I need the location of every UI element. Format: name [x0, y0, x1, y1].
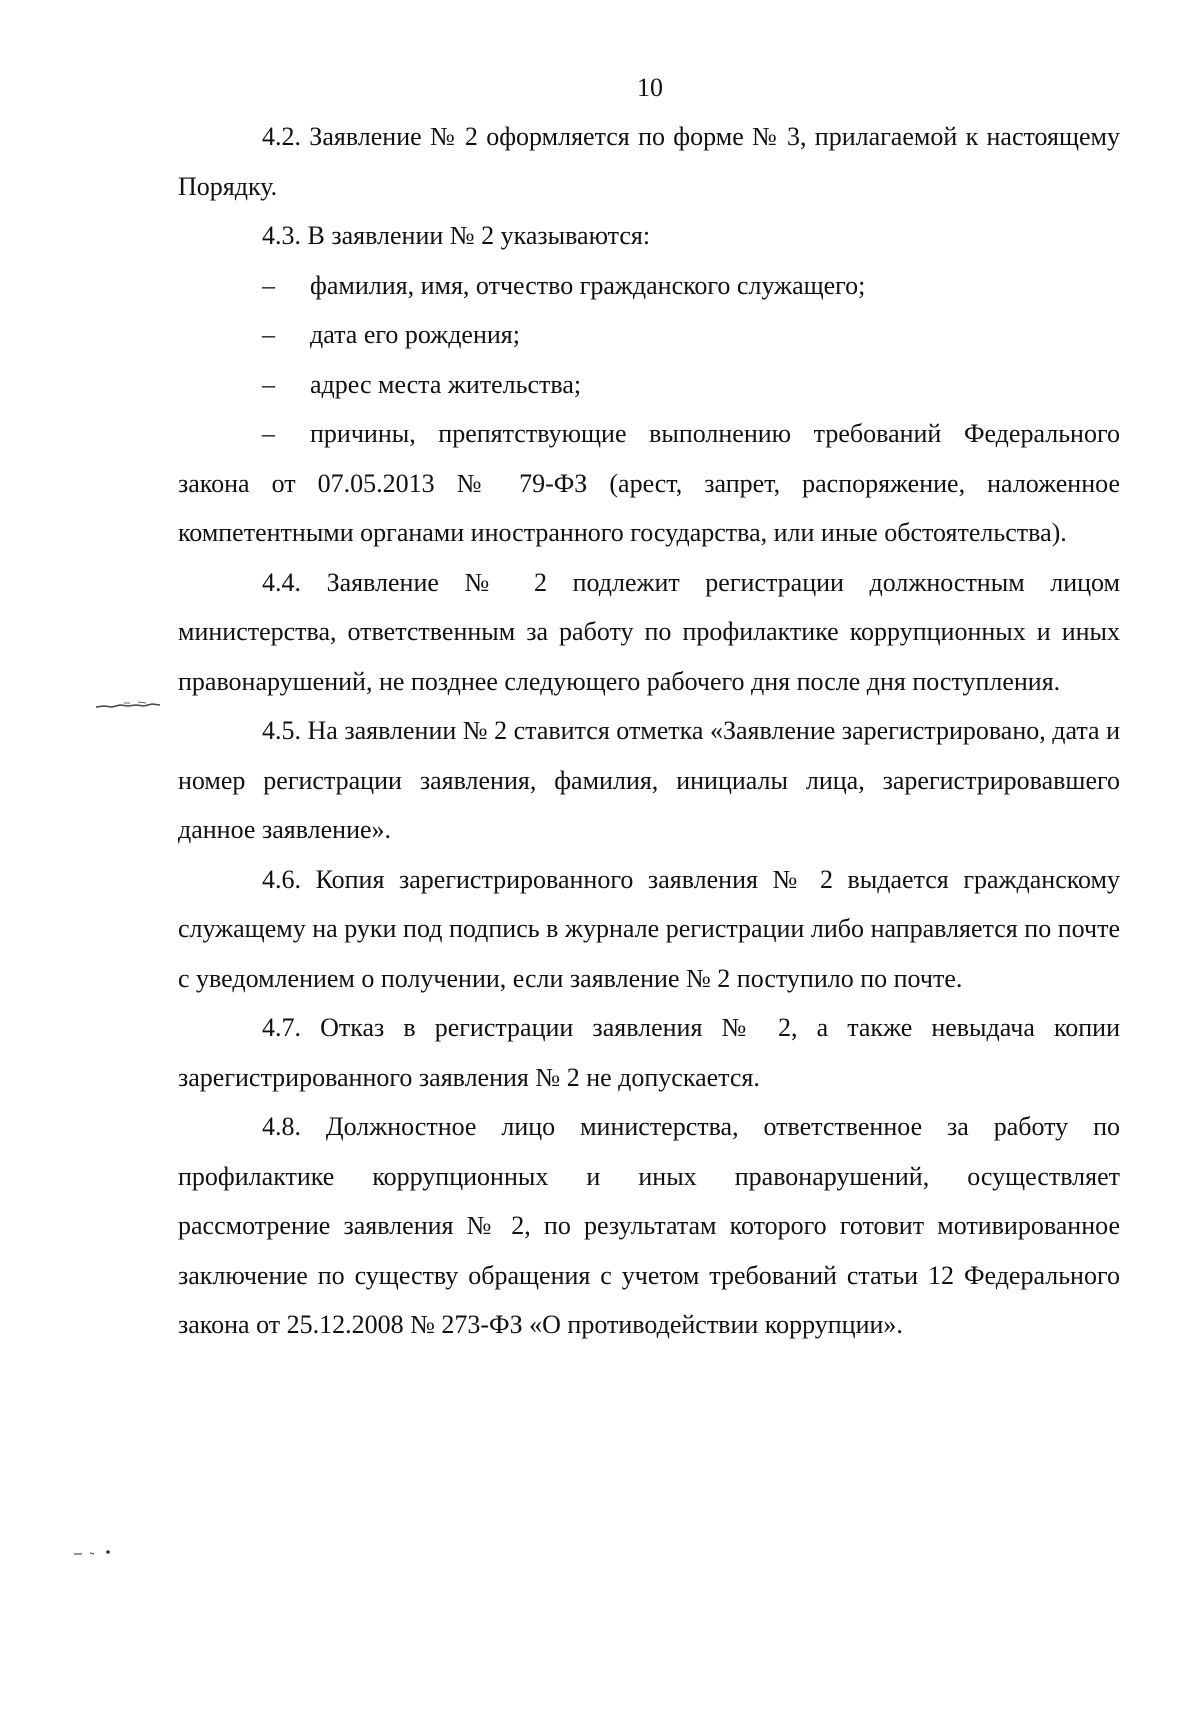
- list-item: [178, 261, 1120, 311]
- list-item-text: причины, препятствующие выполнению требований Федерального закона от 07.05.2013 № 79-ФЗ (арест, запрет, распоряжение, наложенное компетентными органами иностранного государства, или иные обстоятельства).: [178, 419, 1120, 547]
- list-dash: –: [262, 419, 275, 448]
- page-number: 10: [637, 73, 663, 102]
- list-dash: –: [262, 270, 275, 300]
- paragraph-4-7: 4.7. Отказ в регистрации заявления № 2, а также невыдача копии зарегистрированного заявления № 2 не допускается.: [178, 1013, 1120, 1092]
- scan-margin-mark: [94, 700, 164, 710]
- list-dash: –: [262, 369, 275, 399]
- paragraph-4-3: 4.3. В заявлении № 2 указываются:: [262, 221, 651, 250]
- paragraph-4-6: 4.6. Копия зарегистрированного заявления № 2 выдается гражданскому служащему на руки под подпись в журнале регистрации либо направляется по почте с уведомлением о получении, если заявление № 2 поступило по почте.: [178, 864, 1120, 993]
- paragraph-4-4: 4.4. Заявление № 2 подлежит регистрации должностным лицом министерства, ответственным за работу по профилактике коррупционных и иных правонарушений, не позднее следующего рабочего дня после дня поступления.: [178, 567, 1120, 696]
- scan-speck: [72, 1548, 116, 1558]
- list-item: [178, 310, 1120, 360]
- list-item-text: фамилия, имя, отчество гражданского служащего;: [310, 270, 866, 300]
- list-item-text: дата его рождения;: [310, 320, 520, 349]
- list-item: [178, 409, 1120, 558]
- paragraph-4-2: 4.2. Заявление № 2 оформляется по форме № 3, прилагаемой к настоящему Порядку.: [178, 122, 1120, 201]
- list-dash: –: [262, 320, 275, 349]
- paragraph-4-5: 4.5. На заявлении № 2 ставится отметка «Заявление зарегистрировано, дата и номер регистрации заявления, фамилия, инициалы лица, зарегистрировавшего данное заявление».: [178, 716, 1120, 844]
- list-item: [178, 360, 1120, 410]
- document-body: [178, 112, 1120, 1350]
- list-item-text: адрес места жительства;: [310, 369, 582, 399]
- paragraph-4-8: 4.8. Должностное лицо министерства, ответственное за работу по профилактике коррупционных и иных правонарушений, осуществляет рассмотрение заявления № 2, по результатам которого готовит мотивированное заключение по существу обращения с учетом требований статьи 12 Федерального закона от 25.12.2008 № 273-ФЗ «О противодействии коррупции».: [178, 1112, 1120, 1339]
